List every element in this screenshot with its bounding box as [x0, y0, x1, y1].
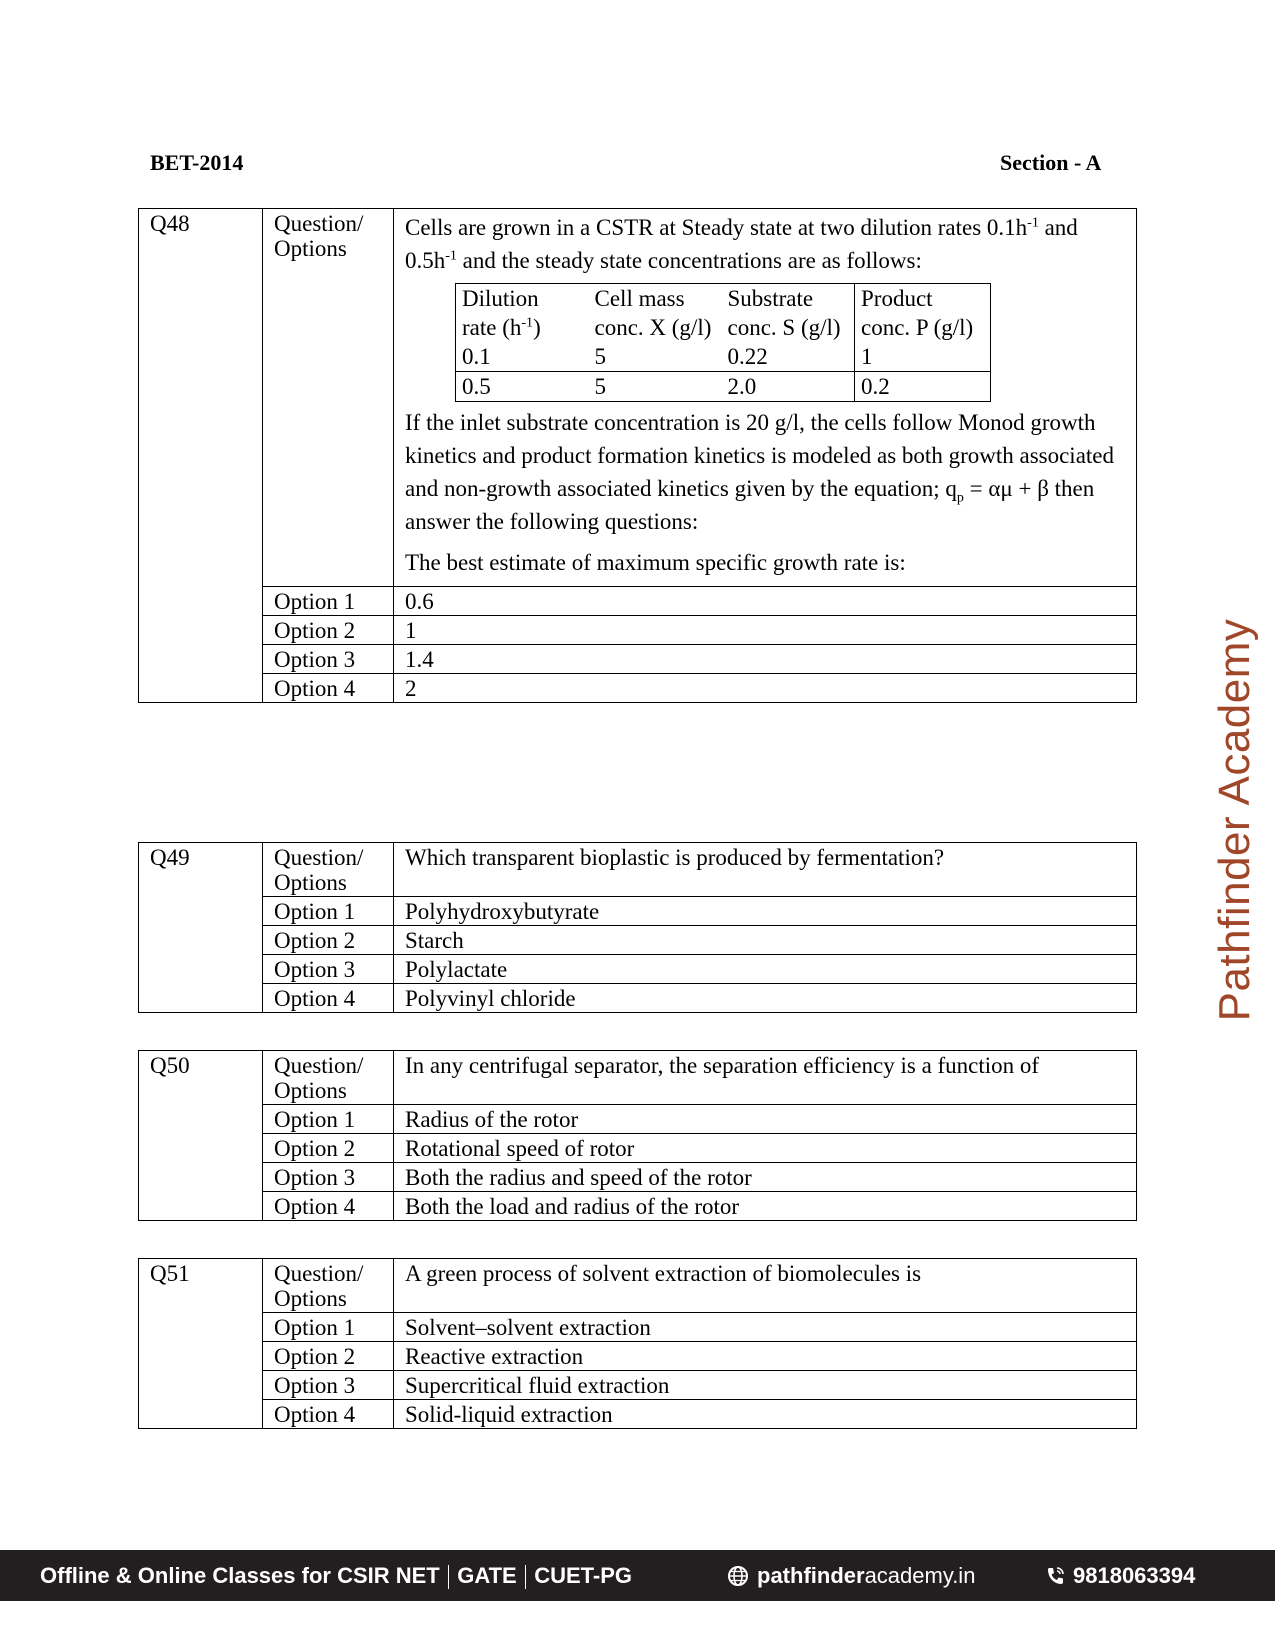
col-header-substrate: Substrate conc. S (g/l)	[722, 284, 855, 343]
option-row	[139, 645, 1137, 674]
option-value: Polyhydroxybutyrate	[394, 897, 1137, 926]
question-text: In any centrifugal separator, the separation efficiency is a function of	[394, 1051, 1137, 1105]
question-label: Question/ Options	[263, 209, 394, 587]
header-exam-name: BET-2014	[150, 150, 244, 175]
option-label: Option 4	[263, 984, 394, 1013]
option-row	[139, 984, 1137, 1013]
option-row	[139, 897, 1137, 926]
option-label: Option 2	[263, 616, 394, 645]
option-label: Option 2	[263, 1342, 394, 1371]
option-label: Option 1	[263, 1313, 394, 1342]
question-50-table	[138, 1050, 1137, 1221]
option-label: Option 4	[263, 1400, 394, 1429]
option-value: Polylactate	[394, 955, 1137, 984]
option-row	[139, 674, 1137, 703]
table-row: 0.1 5 0.22 1	[456, 342, 991, 372]
option-row	[139, 1342, 1137, 1371]
question-id: Q48	[139, 209, 263, 703]
question-51-table	[138, 1258, 1137, 1429]
footer-website[interactable]: pathfinderacademy.in	[727, 1563, 975, 1589]
question-text	[394, 209, 1137, 587]
question-id: Q50	[139, 1051, 263, 1221]
option-value: 1.4	[394, 645, 1137, 674]
option-value: Both the load and radius of the rotor	[394, 1192, 1137, 1221]
option-value: Starch	[394, 926, 1137, 955]
option-value: Supercritical fluid extraction	[394, 1371, 1137, 1400]
phone-icon	[1045, 1565, 1065, 1587]
option-label: Option 2	[263, 926, 394, 955]
question-context: If the inlet substrate concentration is 20 g/l, the cells follow Monod growth kinetics and product formation kinetics is modeled as both growth associated and non-growth associated kinetics given by the equation; $q_p = \alpha\mu + \beta$ then answer the following questions:	[405, 410, 1115, 534]
footer-phone[interactable]: 9818063394	[1045, 1563, 1195, 1589]
option-value: Both the radius and speed of the rotor	[394, 1163, 1137, 1192]
question-49-table	[138, 842, 1137, 1013]
option-label: Option 2	[263, 1134, 394, 1163]
col-header-cell-mass: Cell mass conc. X (g/l)	[589, 284, 722, 343]
question-label: Question/ Options	[263, 843, 394, 897]
col-header-product: Product conc. P (g/l)	[855, 284, 991, 343]
question-intro: Cells are grown in a CSTR at Steady state at two dilution rates $0.1h^{-1}$ and $0.5h^{-1}$ and the steady state concentrations are as follows:	[405, 215, 1078, 273]
option-row	[139, 926, 1137, 955]
option-label: Option 1	[263, 587, 394, 616]
option-value: Radius of the rotor	[394, 1105, 1137, 1134]
option-row	[139, 587, 1137, 616]
option-label: Option 3	[263, 645, 394, 674]
option-value: 0.6	[394, 587, 1137, 616]
option-row	[139, 1105, 1137, 1134]
footer-banner	[0, 1550, 1275, 1601]
question-text: A green process of solvent extraction of biomolecules is	[394, 1259, 1137, 1313]
option-row	[139, 1192, 1137, 1221]
option-value: Reactive extraction	[394, 1342, 1137, 1371]
option-row	[139, 1313, 1137, 1342]
question-id: Q49	[139, 843, 263, 1013]
question-label: Question/ Options	[263, 1051, 394, 1105]
question-48-table	[138, 208, 1137, 703]
option-label: Option 4	[263, 674, 394, 703]
question-id: Q51	[139, 1259, 263, 1429]
header-section: Section - A	[1000, 150, 1102, 175]
option-row	[139, 1400, 1137, 1429]
option-row	[139, 1134, 1137, 1163]
option-value: 2	[394, 674, 1137, 703]
globe-icon	[727, 1565, 749, 1587]
option-label: Option 4	[263, 1192, 394, 1221]
option-value: 1	[394, 616, 1137, 645]
option-label: Option 3	[263, 1371, 394, 1400]
footer-classes: Offline & Online Classes for CSIR NET GATE CUET-PG	[40, 1563, 633, 1588]
question-label: Question/ Options	[263, 1259, 394, 1313]
option-value: Rotational speed of rotor	[394, 1134, 1137, 1163]
option-row	[139, 1163, 1137, 1192]
option-row	[139, 955, 1137, 984]
table-row: 0.5 5 2.0 0.2	[456, 372, 991, 402]
option-label: Option 3	[263, 955, 394, 984]
option-label: Option 1	[263, 897, 394, 926]
option-value: Polyvinyl chloride	[394, 984, 1137, 1013]
option-label: Option 1	[263, 1105, 394, 1134]
option-row	[139, 1371, 1137, 1400]
question-prompt: The best estimate of maximum specific growth rate is:	[405, 550, 906, 575]
option-value: Solvent–solvent extraction	[394, 1313, 1137, 1342]
watermark: Pathfinder Academy	[1210, 618, 1259, 1022]
option-label: Option 3	[263, 1163, 394, 1192]
question-text: Which transparent bioplastic is produced by fermentation?	[394, 843, 1137, 897]
option-row	[139, 616, 1137, 645]
steady-state-data-table	[455, 283, 991, 402]
option-value: Solid-liquid extraction	[394, 1400, 1137, 1429]
col-header-dilution: Dilution rate $(h^{-1})$	[456, 284, 589, 343]
